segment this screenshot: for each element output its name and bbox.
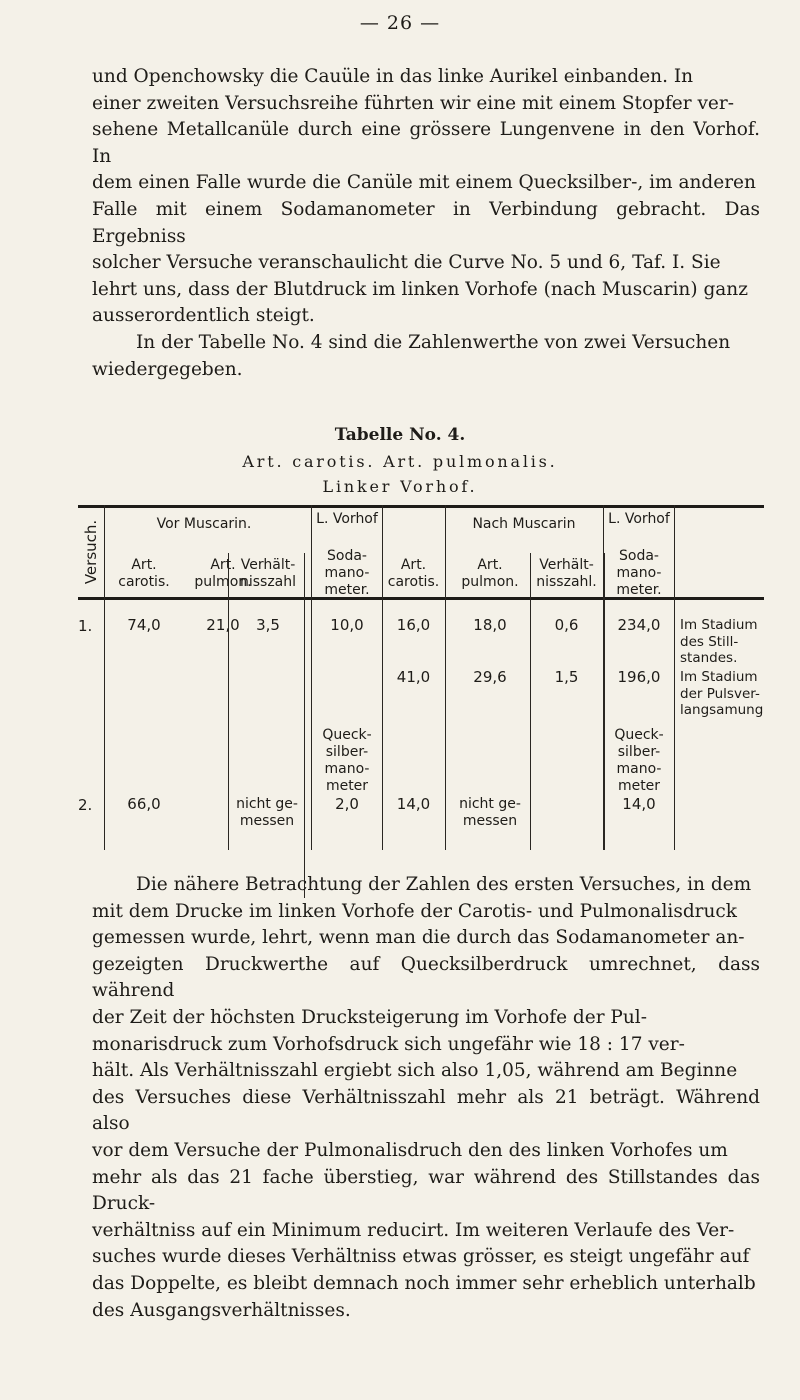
cell-value: 14,0 — [396, 795, 431, 813]
text-line: ausserordentlich steigt. — [92, 305, 315, 327]
quecksilber-manometer-label: Queck- silber- mano- meter — [322, 727, 372, 794]
text-line: des Versuches diese Verhältnisszahl mehr als 21 beträgt. Während also — [92, 1086, 760, 1135]
text-line: das Doppelte, es bleibt demnach noch immer sehr erheblich unterhalb — [92, 1272, 756, 1294]
column-divider — [445, 505, 446, 850]
text-line: gezeigten Druckwerthe auf Quecksilberdruck umrechnet, dass während — [92, 953, 760, 1002]
cell-value: 16,0 — [396, 616, 431, 634]
header-soda-manometer-2: Soda- mano- meter. — [616, 548, 662, 598]
header-versuch: Versuch. — [82, 519, 100, 585]
header-l-vorhof: L. Vorhof — [316, 511, 378, 527]
cell-value: 3,5 — [256, 616, 280, 634]
data-table — [78, 505, 764, 850]
text-line: des Ausgangsverhältnisses. — [92, 1299, 351, 1321]
text-line: der Zeit der höchsten Drucksteigerung im Vorhofe der Pul- — [92, 1006, 647, 1028]
header-art-carotis: Art. carotis. — [118, 557, 170, 590]
text-line: gemessen wurde, lehrt, wenn man die durch das Sodamanometer an- — [92, 927, 745, 949]
text-line: einer zweiten Versuchsreihe führten wir eine mit einem Stopfer ver- — [92, 92, 734, 114]
cell-value: 41,0 — [396, 668, 431, 686]
text-line: hält. Als Verhältnisszahl ergiebt sich also 1,05, während am Beginne — [92, 1060, 738, 1082]
table-title: Tabelle No. 4. — [334, 425, 466, 445]
text-line: In der Tabelle No. 4 sind die Zahlenwerthe von zwei Versuchen — [136, 331, 731, 353]
text-line: und Openchowsky die Cauüle in das linke Aurikel einbanden. In — [92, 66, 694, 87]
text-line: suches wurde dieses Verhältniss etwas grösser, es steigt ungefähr auf — [92, 1246, 750, 1268]
column-divider — [304, 553, 305, 898]
cell-value: nicht ge- messen — [236, 796, 298, 829]
paragraph-intro — [92, 64, 760, 383]
text-line: Falle mit einem Sodamanometer in Verbindung gebracht. Das Ergebniss — [92, 198, 760, 247]
cell-value: 18,0 — [473, 616, 507, 634]
table-top-rule — [78, 505, 764, 508]
cell-value: nicht ge- messen — [459, 796, 521, 829]
text-line: solcher Versuche veranschaulicht die Curve No. 5 und 6, Taf. I. Sie — [92, 252, 721, 274]
cell-value: 1,5 — [554, 668, 579, 686]
cell-value: 14,0 — [622, 795, 656, 813]
cell-value: 2,0 — [335, 795, 359, 813]
paragraph-discussion — [92, 872, 760, 1324]
header-art-carotis-2: Art. carotis. — [387, 557, 440, 590]
cell-value: 21,0 — [206, 616, 240, 634]
header-verhaeltnisszahl: Verhält- nisszahl — [239, 557, 297, 590]
cell-value: 74,0 — [127, 616, 161, 634]
row-label: 1. — [78, 617, 93, 635]
column-divider — [530, 553, 531, 850]
column-divider — [674, 505, 675, 850]
text-line: wiedergegeben. — [92, 358, 243, 380]
header-verhaeltnisszahl-2: Verhält- nisszahl. — [536, 557, 597, 590]
cell-value: 196,0 — [617, 668, 661, 686]
quecksilber-manometer-label-2: Queck- silber- mano- meter — [614, 727, 664, 794]
text-line: monarisdruck zum Vorhofsdruck sich ungefähr wie 18 : 17 ver- — [92, 1033, 685, 1055]
text-line: vor dem Versuche der Pulmonalisdruch den des linken Vorhofes um — [92, 1139, 728, 1161]
text-line: dem einen Falle wurde die Canüle mit einem Quecksilber-, im anderen — [92, 172, 756, 194]
cell-value: 66,0 — [127, 795, 161, 813]
row-label: 2. — [78, 796, 93, 814]
text-line: mehr als das 21 fache überstieg, war während des Stillstandes das Druck- — [92, 1166, 760, 1215]
text-line: verhältniss auf ein Minimum reducirt. Im weiteren Verlaufe des Ver- — [92, 1219, 735, 1241]
text-line: Die nähere Betrachtung der Zahlen des ersten Versuches, in dem — [136, 874, 752, 895]
cell-value: 29,6 — [473, 668, 507, 686]
page-number: — 26 — — [359, 12, 441, 34]
header-soda-manometer: Soda- mano- meter. — [324, 548, 370, 598]
table-subtitle-arteries: Art. carotis. Art. pulmonalis. — [242, 452, 558, 471]
text-line: lehrt uns, dass der Blutdruck im linken Vorhofe (nach Muscarin) ganz — [92, 278, 748, 300]
header-nach-muscarin: Nach Muscarin — [472, 516, 576, 532]
cell-remark: Im Stadium des Still- standes. — [680, 617, 758, 666]
header-art-pulmon-2: Art. pulmon. — [461, 557, 519, 590]
cell-value: 10,0 — [330, 616, 364, 634]
cell-value: 0,6 — [554, 616, 579, 634]
header-vor-muscarin: Vor Muscarin. — [156, 516, 252, 532]
header-l-vorhof-2: L. Vorhof — [608, 511, 670, 527]
table-subtitle-vorhof: Linker Vorhof. — [322, 477, 478, 496]
header-art-pulmon: Art. pulmon. — [194, 557, 252, 590]
text-line: mit dem Drucke im linken Vorhofe der Carotis- und Pulmonalisdruck — [92, 900, 738, 922]
text-line: sehene Metallcanüle durch eine grössere Lungenvene in den Vorhof. In — [92, 119, 760, 167]
cell-remark: Im Stadium der Pulsver- langsamung — [680, 669, 764, 718]
cell-value: 234,0 — [617, 616, 661, 634]
